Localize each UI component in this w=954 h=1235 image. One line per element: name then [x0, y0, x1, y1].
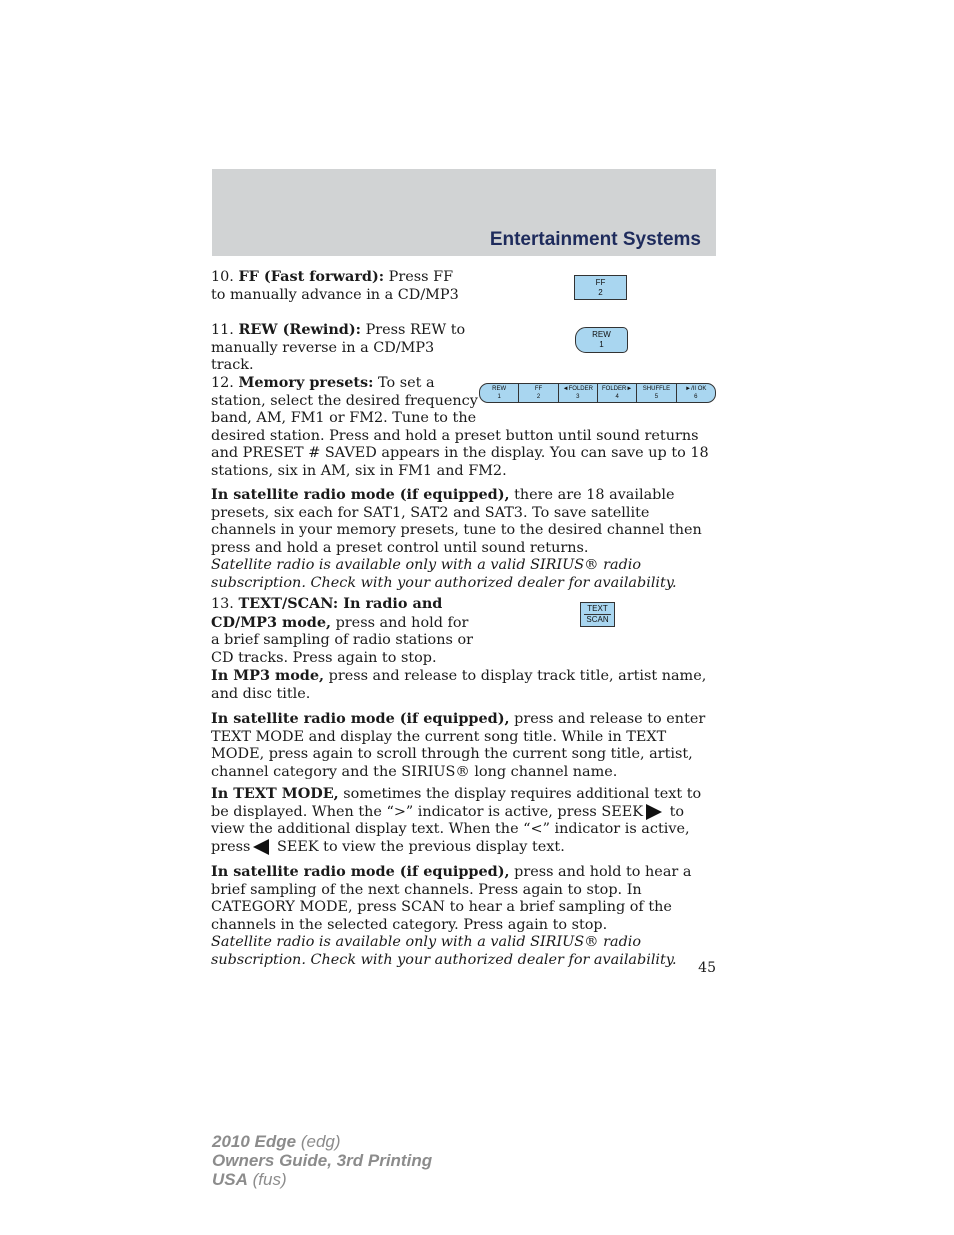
preset-label: SHUFFLE [642, 386, 671, 392]
item-text-line: band, AM, FM1 or FM2. Tune to the [211, 410, 477, 426]
item-text: To set a [373, 375, 435, 391]
rew-button-icon [575, 327, 628, 353]
item-text-line: station, select the desired frequency [211, 392, 478, 409]
button-number: 1 [599, 340, 604, 349]
item-memory-presets [211, 374, 716, 592]
preset-cell-4 [598, 384, 637, 402]
item-label-cont: CD/MP3 mode, [211, 613, 332, 631]
preset-number: 1 [497, 394, 501, 400]
footer-market: USA [212, 1170, 248, 1189]
preset-cell-2 [519, 384, 558, 402]
footer-market-code: (fus) [247, 1170, 287, 1189]
item-label: REW (Rewind): [238, 321, 361, 338]
satellite-label: In satellite radio mode (if equipped), [211, 863, 510, 880]
item-number: 10. [211, 269, 234, 285]
seek-left-icon [253, 839, 269, 855]
mp3-paragraph [211, 667, 716, 703]
satellite-note: Satellite radio is available only with a valid SIRIUS® radio subscription. Check with your authorized dealer for availability. [211, 557, 677, 591]
satellite-label: In satellite radio mode (if equipped), [211, 486, 510, 503]
item-label: Memory presets: [238, 374, 374, 391]
preset-label: ►/II OK [685, 386, 707, 392]
button-number: 2 [598, 287, 603, 297]
text-mode-text-2: to view the additional display text. When the “<” indicator is active, press [211, 803, 690, 855]
text-mode-text: sometimes the display requires additional text to be displayed. When the “>” indicator is active, press SEEK [211, 786, 702, 820]
satellite-note: Satellite radio is available only with a valid SIRIUS® radio subscription. Check with your authorized dealer for availability. [211, 934, 677, 968]
page-number: 45 [698, 960, 716, 976]
preset-number: 5 [654, 394, 659, 400]
item-label: FF (Fast forward): [238, 268, 385, 285]
preset-label: REW [492, 386, 507, 392]
preset-cell-3 [559, 384, 598, 402]
header-band [212, 169, 716, 256]
seek-right-icon [646, 804, 662, 820]
item-text-scan [211, 595, 716, 969]
satellite-text: press and hold to hear a brief sampling of the next channels. Press again to stop. In CATEGORY MODE, press SCAN to hear a brief sampling of the channels in the selected category. Press again to stop. [211, 864, 692, 933]
ff-button-icon [574, 275, 627, 300]
item-number: 13. [211, 596, 234, 612]
section-title: Entertainment Systems [489, 229, 701, 250]
item-text-line: manually reverse in a CD/MP3 track. [211, 339, 435, 373]
mp3-label: In MP3 mode, [211, 667, 325, 684]
preset-label: FF [534, 386, 543, 392]
preset-number: 4 [615, 394, 619, 400]
satellite-scan-paragraph [211, 863, 716, 934]
mp3-text: press and release to display track title, artist name, and disc title. [211, 668, 707, 702]
text-scan-button-icon [580, 602, 615, 627]
item-text-line: to manually advance in a CD/MP3 [211, 286, 459, 303]
preset-cell-6 [677, 384, 715, 402]
button-label: REW [592, 330, 611, 339]
satellite-paragraph [211, 486, 716, 557]
preset-number: 2 [536, 394, 541, 400]
satellite-text: there are 18 available presets, six each for SAT1, SAT2 and SAT3. To save satellite channels in your memory presets, tune to the desired channel then press and hold a preset control until sound returns. [211, 487, 702, 556]
preset-cell-5 [637, 384, 676, 402]
preset-label: FOLDER► [602, 386, 633, 392]
satellite-text: press and release to enter TEXT MODE and display the current song title. While in TEXT MODE, press again to scroll through the current song title, artist, channel category and the SIRIUS® long channel name. [211, 711, 706, 780]
text-mode-label: In TEXT MODE, [211, 785, 339, 802]
preset-number: 3 [576, 394, 580, 400]
footer [212, 1132, 432, 1189]
text-mode-text-3: SEEK to view the previous display text. [272, 838, 565, 855]
button-label-2: SCAN [584, 614, 611, 625]
item-text-line: CD tracks. Press again to stop. [211, 649, 437, 666]
satellite-label: In satellite radio mode (if equipped), [211, 710, 510, 727]
item-text-line: a brief sampling of radio stations or [211, 632, 473, 648]
preset-label: ◄FOLDER [562, 386, 593, 392]
preset-buttons-icon [479, 383, 716, 403]
satellite-paragraph [211, 710, 716, 781]
button-label: FF [595, 277, 606, 287]
item-text: press and hold for [331, 614, 469, 631]
item-rew [211, 321, 481, 375]
preset-cell-1 [480, 384, 519, 402]
item-number: 11. [211, 322, 234, 338]
item-text: Press REW to [361, 322, 466, 338]
item-ff [211, 268, 461, 304]
footer-model: 2010 Edge [212, 1132, 297, 1151]
item-text-rest: desired station. Press and hold a preset button until sound returns and PRESET # SAVED appears in the display. You can save up to 18 stations, six in AM, six in FM1 and FM2. [211, 427, 709, 479]
footer-model-code: (edg) [296, 1132, 341, 1151]
text-mode-paragraph [211, 785, 716, 856]
item-number: 12. [211, 375, 234, 391]
item-text: Press FF [384, 269, 454, 285]
button-label: TEXT [587, 604, 608, 613]
preset-number: 6 [694, 394, 698, 400]
footer-guide: Owners Guide, 3rd Printing [212, 1151, 433, 1170]
item-label: TEXT/SCAN: In radio and [238, 595, 443, 612]
